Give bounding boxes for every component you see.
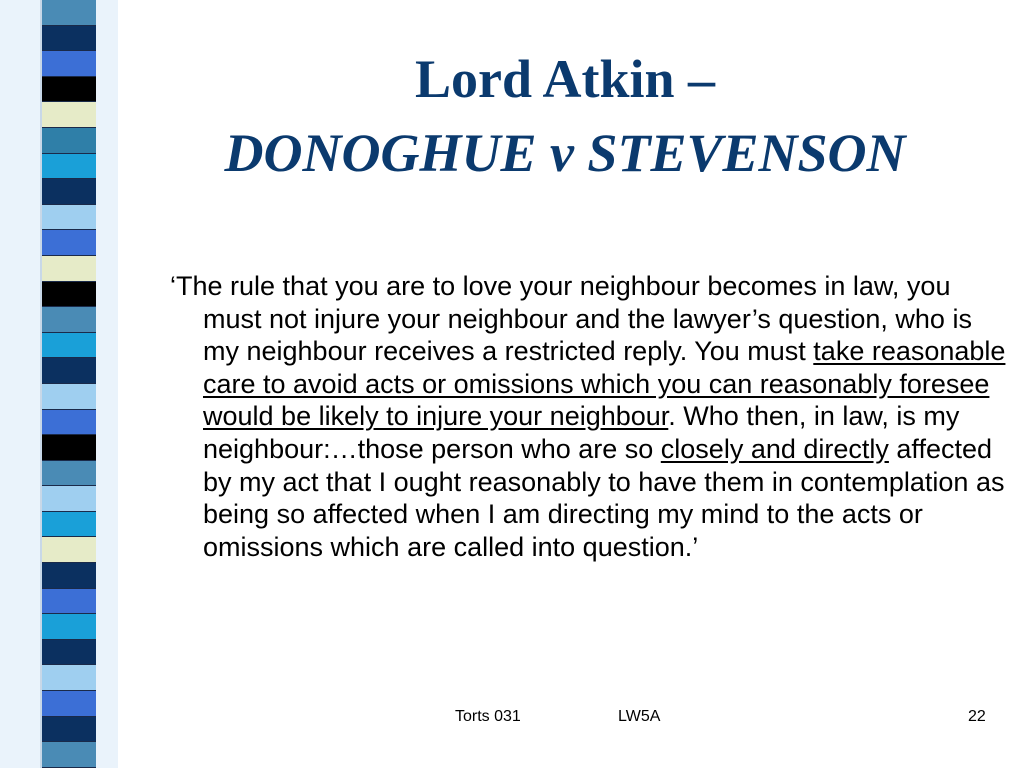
decorative-stripe bbox=[42, 742, 96, 768]
decorative-stripe bbox=[42, 640, 96, 666]
slide-subtitle: DONOGHUE v STEVENSON bbox=[224, 123, 906, 183]
decorative-stripe bbox=[42, 333, 96, 359]
decorative-stripe bbox=[42, 230, 96, 256]
slide-title: Lord Atkin – bbox=[414, 49, 716, 109]
decorative-stripe bbox=[42, 589, 96, 615]
decorative-stripe bbox=[42, 358, 96, 384]
decorative-stripe bbox=[42, 307, 96, 333]
decorative-stripe bbox=[42, 51, 96, 77]
decorative-stripe bbox=[42, 512, 96, 538]
decorative-stripe bbox=[42, 410, 96, 436]
page-number: 22 bbox=[968, 708, 986, 725]
decorative-stripe bbox=[42, 179, 96, 205]
footer-code: LW5A bbox=[618, 708, 661, 725]
footer-course: Torts 031 bbox=[455, 708, 521, 725]
decorative-stripe bbox=[42, 282, 96, 308]
decorative-stripe bbox=[42, 154, 96, 180]
decorative-stripe bbox=[42, 435, 96, 461]
quote-segment: ‘The rule that you are to love your neighbour becomes in law, you must not injure your neighbour and the lawyer’s question, who is my neighbour receives a restricted reply. You must bbox=[170, 271, 972, 367]
decorative-stripe bbox=[42, 0, 96, 26]
decorative-stripe bbox=[42, 614, 96, 640]
decorative-stripe bbox=[42, 717, 96, 743]
decorative-stripe-column bbox=[42, 0, 96, 768]
quote-segment: . Who then, in law, is my neighbour:…those person who are so bbox=[203, 401, 960, 464]
decorative-stripe bbox=[42, 256, 96, 282]
decorative-stripe bbox=[42, 205, 96, 231]
decorative-stripe bbox=[42, 563, 96, 589]
decorative-stripe bbox=[42, 537, 96, 563]
decorative-stripe bbox=[42, 461, 96, 487]
quote-underlined-segment: closely and directly bbox=[660, 433, 889, 464]
decorative-stripe bbox=[42, 665, 96, 691]
decorative-stripe bbox=[42, 26, 96, 52]
decorative-stripe bbox=[42, 384, 96, 410]
decorative-stripe bbox=[42, 77, 96, 103]
decorative-stripe bbox=[42, 128, 96, 154]
quote-underlined-segment: take reasonable care to avoid acts or omissions which you can reasonably foresee would be likely to injure your neighbour bbox=[203, 336, 1006, 432]
decorative-stripe bbox=[42, 691, 96, 717]
decorative-stripe bbox=[42, 102, 96, 128]
quote-text bbox=[170, 270, 1012, 563]
decorative-stripe bbox=[42, 486, 96, 512]
quote-segment: affected by my act that I ought reasonably to have them in contemplation as being so affected when I am directing my mind to the acts or omissions which are called into question.’ bbox=[203, 433, 1005, 562]
